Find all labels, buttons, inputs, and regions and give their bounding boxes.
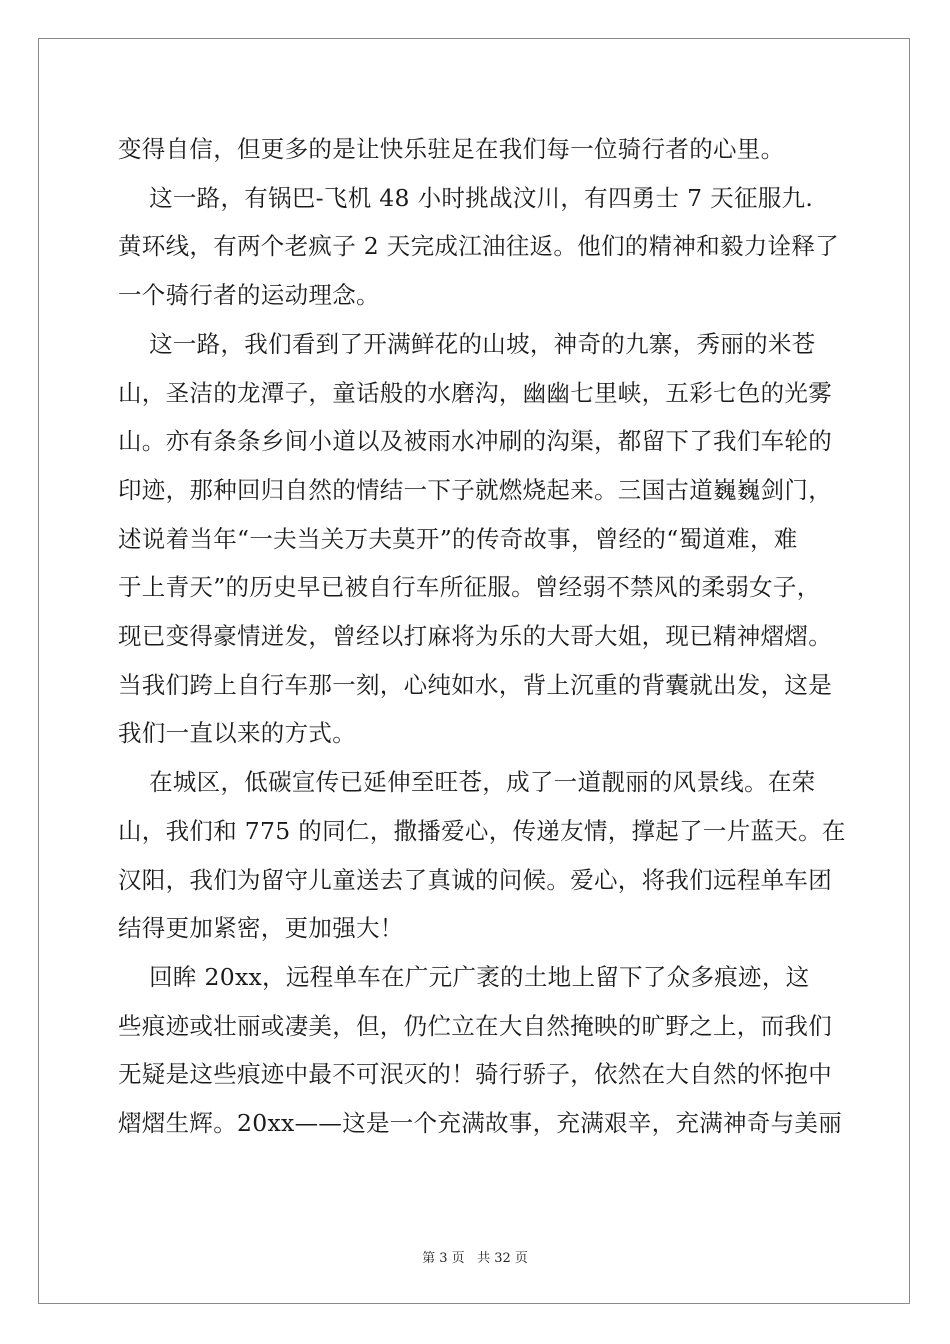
text-line: 在城区，低碳宣传已延伸至旺苍，成了一道靓丽的风景线。在荣	[118, 768, 816, 797]
page-total: 共 32 页	[477, 1251, 528, 1266]
text-line: 山，我们和 775 的同仁，撒播爱心，传递友情，撑起了一片蓝天。在	[118, 816, 846, 845]
text-line: 我们一直以来的方式。	[118, 719, 356, 748]
text-line: 回眸 20xx，远程单车在广元广袤的土地上留下了众多痕迹，这	[118, 962, 810, 991]
text-line: 些痕迹或壮丽或凄美，但，仍伫立在大自然掩映的旷野之上，而我们	[118, 1011, 832, 1040]
paragraph-3	[118, 320, 834, 758]
text-line: 述说着当年“一夫当关万夫莫开”的传奇故事，曾经的“蜀道难，难	[118, 524, 798, 553]
text-line: 汉阳，我们为留守儿童送去了真诚的问候。爱心，将我们远程单车团	[118, 865, 832, 894]
text-line: 当我们跨上自行车那一刻，心纯如水，背上沉重的背囊就出发，这是	[118, 670, 832, 699]
text-line: 结得更加紧密，更加强大！	[118, 914, 404, 943]
paragraph-1	[118, 125, 834, 174]
text-line: 熠熠生辉。20xx——这是一个充满故事，充满艰辛，充满神奇与美丽	[118, 1109, 843, 1138]
text-line: 变得自信，但更多的是让快乐驻足在我们每一位骑行者的心里。	[118, 135, 785, 163]
page-number: 第 3 页	[422, 1251, 465, 1266]
text-line: 这一路，有锅巴-飞机 48 小时挑战汶川，有四勇士 7 天征服九.	[118, 183, 814, 212]
paragraph-5	[118, 953, 843, 1148]
text-line: 这一路，我们看到了开满鲜花的山坡，神奇的九寨，秀丽的米苍	[118, 329, 816, 358]
paragraph-4	[118, 758, 846, 953]
text-line: 现已变得豪情迸发，曾经以打麻将为乐的大哥大姐，现已精神熠熠。	[118, 622, 832, 651]
text-line: 印迹，那种回归自然的情结一下子就燃烧起来。三国古道巍巍剑门，	[118, 475, 832, 504]
page-footer	[0, 1247, 950, 1266]
text-line: 山。亦有条条乡间小道以及被雨水冲刷的沟渠，都留下了我们车轮的	[118, 427, 832, 456]
text-line: 山，圣洁的龙潭子，童话般的水磨沟，幽幽七里峡，五彩七色的光雾	[118, 378, 832, 407]
document-body	[118, 125, 846, 1148]
text-line: 一个骑行者的运动理念。	[118, 281, 380, 310]
paragraph-2	[118, 174, 839, 320]
text-line: 黄环线，有两个老疯子 2 天完成江油往返。他们的精神和毅力诠释了	[118, 232, 839, 261]
text-line: 于上青天”的历史早已被自行车所征服。曾经弱不禁风的柔弱女子，	[118, 573, 821, 602]
text-line: 无疑是这些痕迹中最不可泯灭的！骑行骄子，依然在大自然的怀抱中	[118, 1060, 832, 1089]
